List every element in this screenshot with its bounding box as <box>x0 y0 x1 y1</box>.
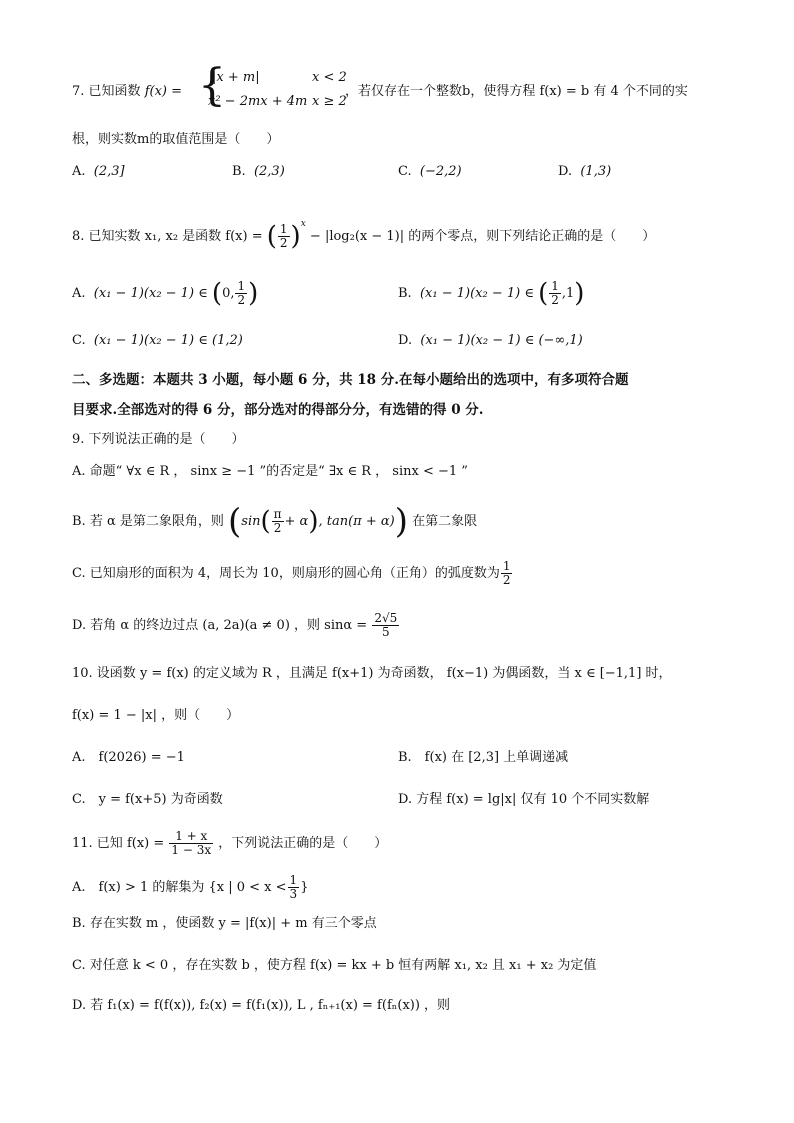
q10-stem-line2: f(x) = 1 − |x| ，则（ ） <box>72 708 240 723</box>
q7-number: 7. <box>72 84 85 99</box>
q10-option-d: D. 方程 f(x) = lg|x| 仅有 10 个不同实数解 <box>398 792 650 807</box>
q9-option-a: A. 命题“ ∀x ∈ R ， sinx ≥ −1 ”的否定是“ ∃x ∈ R ， sinx < −1 ” <box>72 464 468 479</box>
q7-fx: f(x) = <box>144 84 183 99</box>
q7-case1-cond: x < 2 <box>312 70 347 85</box>
q8-option-a: A. (x₁ − 1)(x₂ − 1) ∈ (0, $\frac{1}{2}$ ) <box>72 278 259 309</box>
q7-stem-line2: 根，则实数m的取值范围是（ ） <box>72 132 280 147</box>
q11-option-b: B. 存在实数 m ，使函数 y = |f(x)| + m 有三个零点 <box>72 916 377 931</box>
q9-stem: 9. 下列说法正确的是（ ） <box>72 432 245 447</box>
q7-brace: { <box>198 60 226 111</box>
q10-option-b: B. f(x) 在 [2,3] 上单调递减 <box>398 750 569 765</box>
q8-lead: 已知实数 x₁, x₂ 是函数 f(x) = <box>88 229 263 244</box>
q11-fraction: $\frac{1 + x}{1 - 3x}$ <box>171 829 212 857</box>
q7-option-c: C. (−2,2) <box>398 164 462 179</box>
q7-case1-expr: |x + m| <box>212 70 260 85</box>
q7-stem-line1 <box>72 82 182 102</box>
q11-option-d: D. 若 f₁(x) = f(f(x)), f₂(x) = f(f₁(x)), L , fₙ₊₁(x) = f(fₙ(x)) ，则 <box>72 998 451 1013</box>
q7-option-b: B. (2,3) <box>232 164 285 179</box>
q10-option-c: C. y = f(x+5) 为奇函数 <box>72 792 223 807</box>
q11-option-a: A. f(x) > 1 的解集为 {x | 0 < x < $\frac{1}{3}$ } <box>72 873 309 901</box>
q7-tail: ，若仅存在一个整数b，使得方程 f(x) = b 有 4 个不同的实 <box>345 84 688 99</box>
q8-number: 8. <box>72 229 85 244</box>
q7-case2-cond: x ≥ 2 <box>312 94 347 109</box>
q8-option-b: B. (x₁ − 1)(x₂ − 1) ∈ ( $\frac{1}{2}$ ,1) <box>398 278 585 309</box>
section2-heading-line1: 二、多选题：本题共 3 小题，每小题 6 分，共 18 分.在每小题给出的选项中，有多项符合题 <box>72 372 629 388</box>
q8-stem: 8. 已知实数 x₁, x₂ 是函数 f(x) = ( $\frac{1}{2}$ )$^x$ − |log₂(x − 1)| 的两个零点，则下列结论正确的是（ ） <box>72 219 656 252</box>
q11-option-c: C. 对任意 k < 0 ，存在实数 b ，使方程 f(x) = kx + b 恒有两解 x₁, x₂ 且 x₁ + x₂ 为定值 <box>72 958 597 973</box>
q9-option-d: D. 若角 α 的终边过点 (a, 2a)(a ≠ 0) ，则 sinα = $\frac{2√5}{5}$ <box>72 611 398 639</box>
q7-case2-expr: x² − 2mx + 4m <box>208 94 308 109</box>
q11-stem: 11. 已知 f(x) = $\frac{1 + x}{1 - 3x}$ ，下列说法正确的是（ ） <box>72 829 388 857</box>
q7-option-a: A. (2,3] <box>72 164 125 179</box>
q9-option-b: B. 若 α 是第二象限角，则 (sin( $\frac{\pi}{2}$ + α), tan(π + α)) 在第二象限 <box>72 501 478 542</box>
q8-mid: − |log₂(x − 1)| 的两个零点，则下列结论正确的是（ ） <box>309 229 656 244</box>
q8-option-c: C. (x₁ − 1)(x₂ − 1) ∈ (1,2) <box>72 333 243 348</box>
q10-stem-line1: 10. 设函数 y = f(x) 的定义域为 R ，且满足 f(x+1) 为奇函数， f(x−1) 为偶函数，当 x ∈ [−1,1] 时， <box>72 666 672 681</box>
q8-option-d: D. (x₁ − 1)(x₂ − 1) ∈ (−∞,1) <box>398 333 583 348</box>
q7-lead: 已知函数 <box>88 84 141 99</box>
section2-heading-line2: 目要求.全部选对的得 6 分，部分选对的得部分分，有选错的得 0 分. <box>72 402 484 418</box>
q8-base-fraction: $\frac{1}{2}$ <box>279 222 288 250</box>
q8-exponent: x <box>300 219 306 229</box>
q9-option-c: C. 已知扇形的面积为 4，周长为 10，则扇形的圆心角（正角）的弧度数为 $\frac{1}{2}$ <box>72 559 511 587</box>
q10-option-a: A. f(2026) = −1 <box>72 750 185 765</box>
q7-option-d: D. (1,3) <box>558 164 612 179</box>
